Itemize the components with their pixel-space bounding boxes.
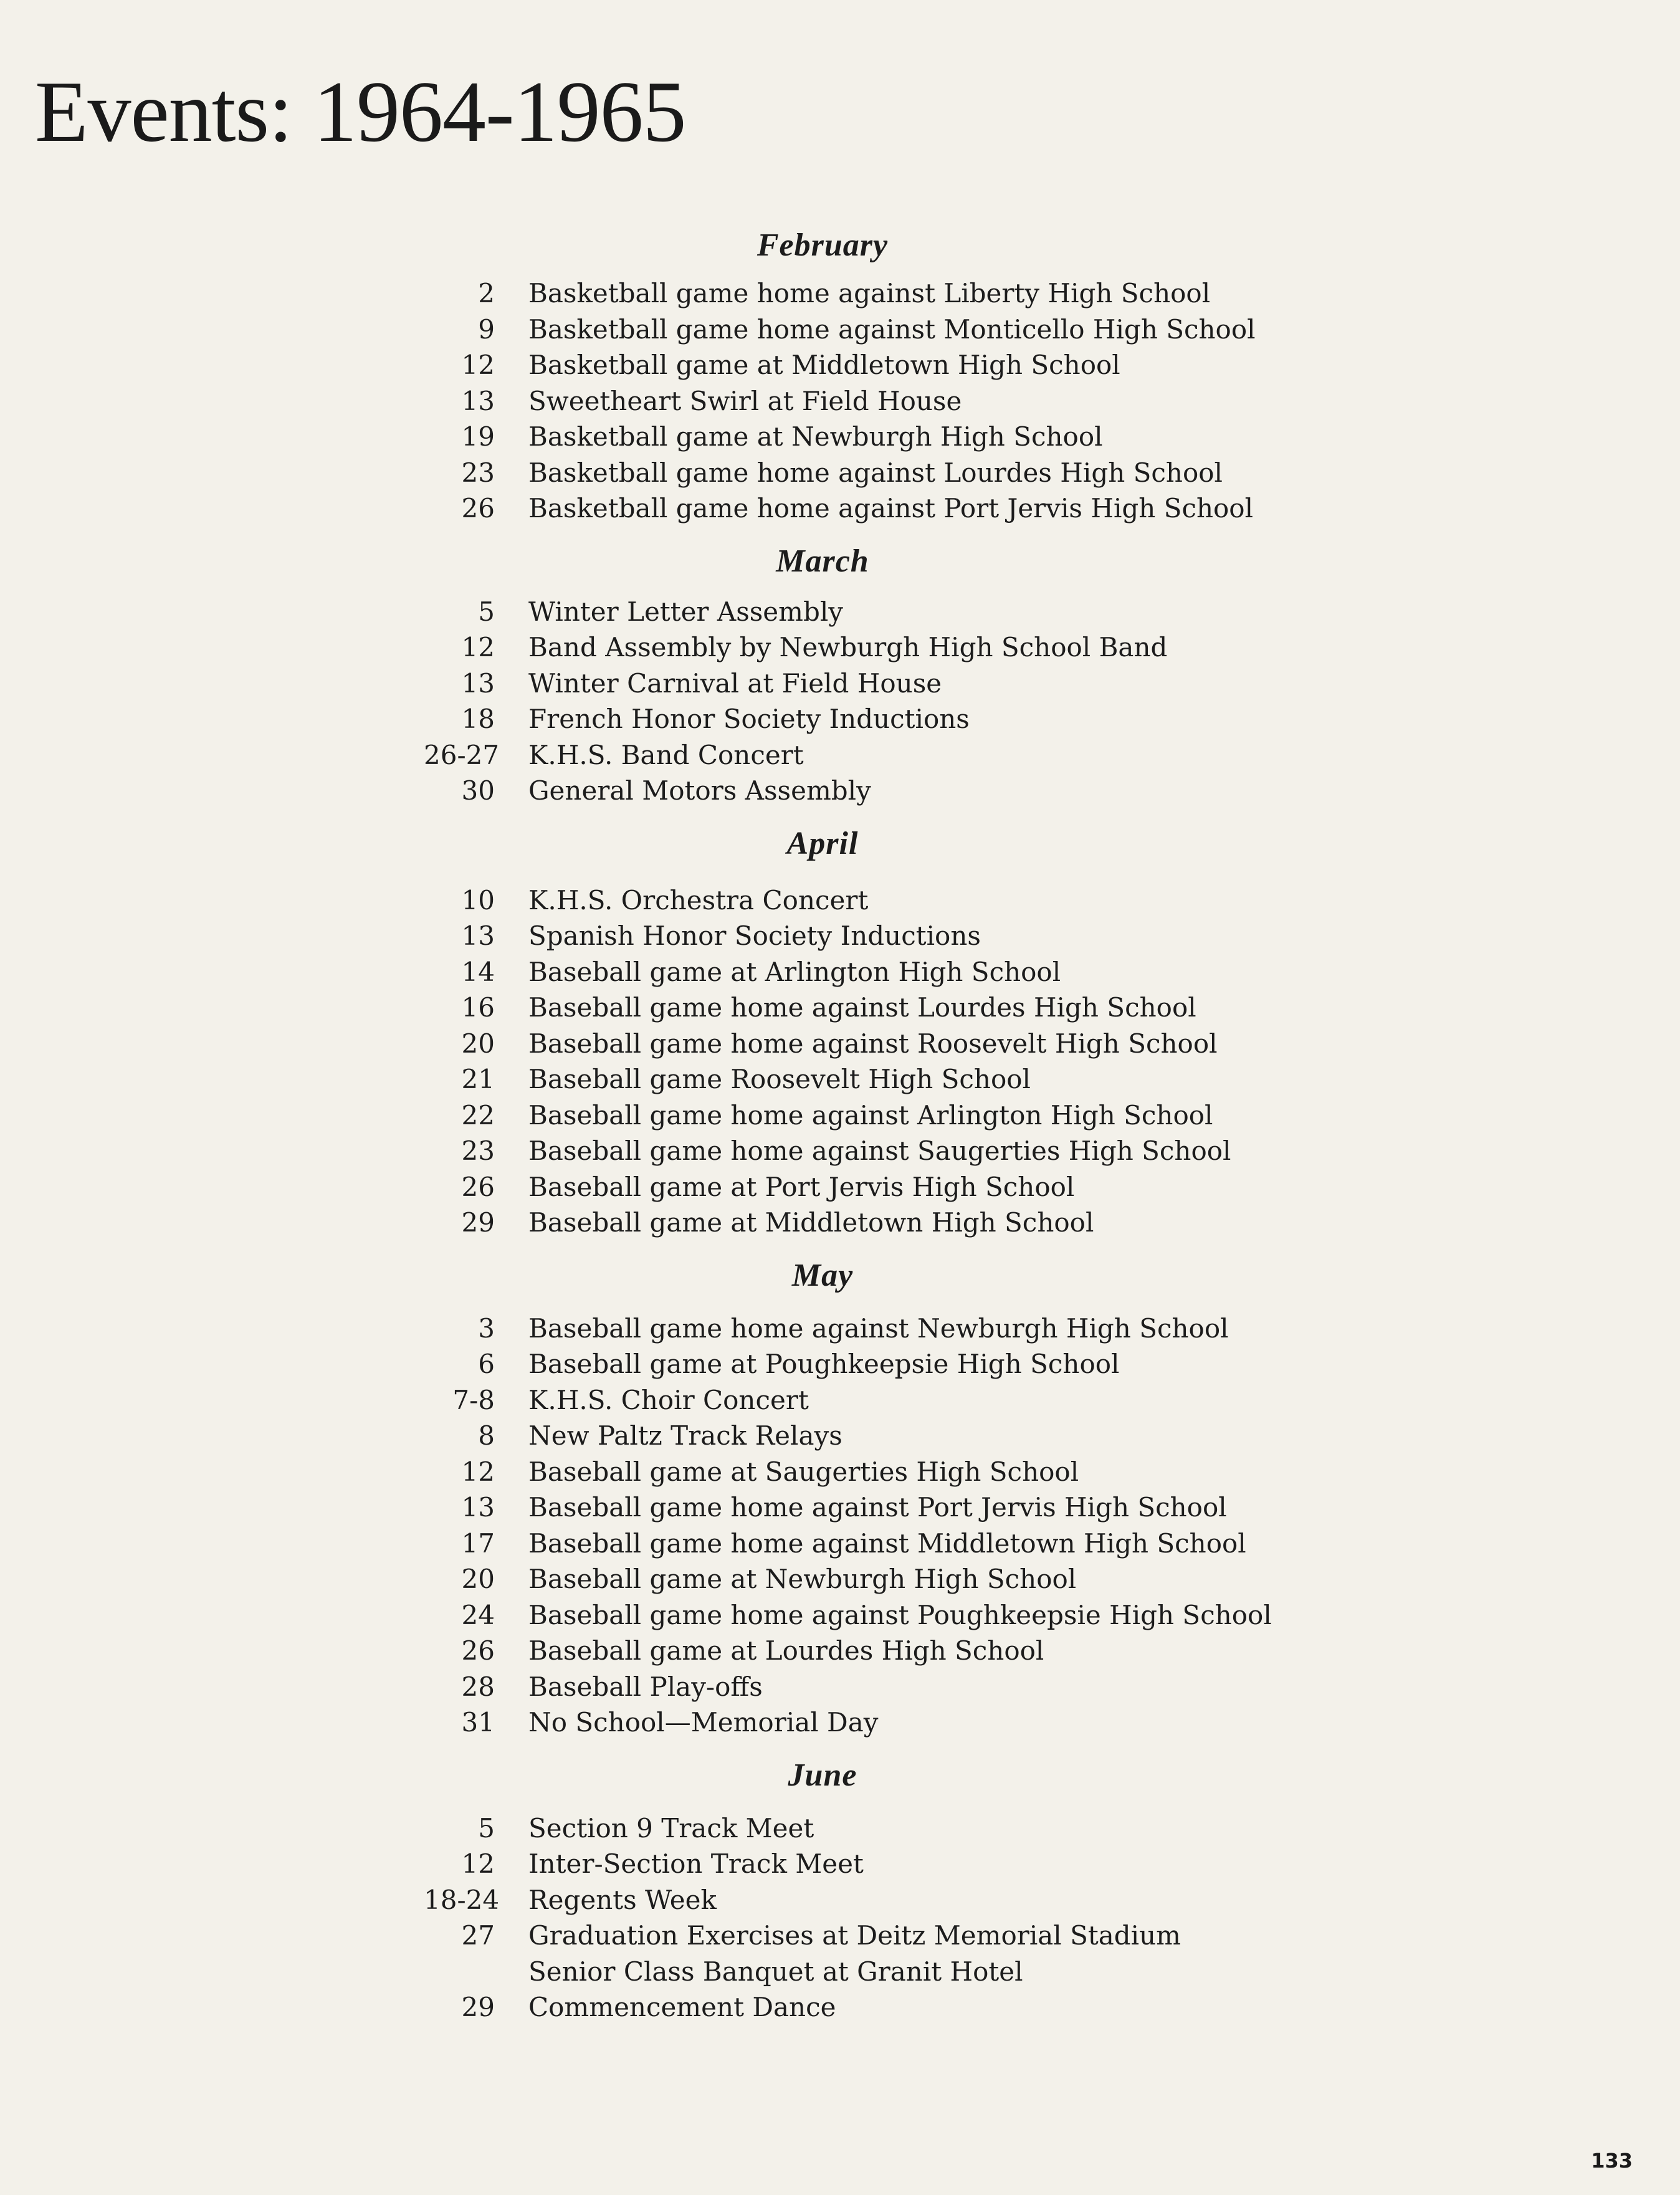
event-row [424, 455, 1296, 491]
event-date: 31 [461, 1707, 495, 1738]
event-date: 20 [461, 1564, 495, 1594]
event-row [424, 1810, 1296, 1847]
event-description: Basketball game home against Liberty High School [528, 278, 1211, 308]
event-row [424, 1526, 1296, 1562]
event-description: Baseball game home against Saugerties High School [528, 1136, 1231, 1166]
event-description: General Motors Assembly [528, 775, 871, 806]
event-description: Basketball game home against Port Jervis High School [528, 493, 1254, 524]
event-description: K.H.S. Band Concert [528, 739, 804, 770]
event-description: Winter Letter Assembly [528, 596, 844, 627]
event-description: Baseball game at Saugerties High School [528, 1456, 1079, 1487]
event-date: 29 [461, 1207, 495, 1238]
event-description: Baseball game home against Roosevelt High School [528, 1028, 1218, 1059]
event-date: 19 [461, 421, 495, 452]
event-description: Baseball game home against Poughkeepsie High School [528, 1599, 1272, 1630]
event-date: 14 [461, 956, 495, 987]
event-date: 30 [461, 775, 495, 806]
event-description: Section 9 Track Meet [528, 1812, 814, 1844]
event-description: Basketball game at Newburgh High School [528, 421, 1103, 452]
event-description: Regents Week [528, 1884, 717, 1915]
event-date: 16 [461, 992, 495, 1023]
event-description: Basketball game home against Monticello High School [528, 313, 1256, 345]
event-description: Baseball game Roosevelt High School [528, 1064, 1031, 1094]
event-date: 28 [461, 1671, 495, 1702]
event-description: Baseball game at Poughkeepsie High School [528, 1349, 1120, 1379]
event-row [424, 701, 1296, 737]
event-row [424, 1597, 1296, 1633]
event-list [424, 594, 1296, 809]
event-row [424, 1490, 1296, 1526]
event-date: 2 [478, 278, 495, 308]
event-row [424, 1311, 1296, 1347]
event-description: New Paltz Track Relays [528, 1420, 842, 1451]
event-row [424, 419, 1296, 455]
event-date: 12 [461, 1456, 495, 1487]
event-description: Senior Class Banquet at Granit Hotel [528, 1956, 1023, 1987]
event-description: French Honor Society Inductions [528, 704, 970, 734]
event-row [424, 1846, 1296, 1882]
event-description: Winter Carnival at Field House [528, 667, 942, 699]
event-date: 13 [461, 667, 495, 699]
events-list [424, 229, 1296, 2025]
event-row [424, 1633, 1296, 1669]
event-date: 24 [461, 1599, 495, 1630]
event-description: Baseball game at Middletown High School [528, 1207, 1094, 1238]
event-row [424, 629, 1296, 666]
event-row [424, 1061, 1296, 1098]
event-date: 18 [461, 704, 495, 734]
event-row [424, 275, 1296, 312]
event-date: 18-24 [424, 1884, 500, 1915]
event-description: Band Assembly by Newburgh High School Band [528, 632, 1168, 662]
page-title: Events: 1964-1965 [35, 64, 686, 160]
month-heading: March [776, 543, 869, 579]
event-date: 5 [478, 1812, 495, 1844]
event-date: 23 [461, 457, 495, 488]
month-april [424, 825, 1296, 1241]
event-row [424, 882, 1296, 919]
event-row [424, 347, 1296, 383]
event-date: 13 [461, 1492, 495, 1523]
event-date: 7-8 [452, 1384, 495, 1415]
page-number: 133 [1591, 2149, 1633, 2173]
event-row [424, 1882, 1296, 1918]
event-date: 6 [478, 1349, 495, 1379]
event-list [424, 882, 1296, 1241]
event-row [424, 773, 1296, 809]
event-description: Baseball game at Lourdes High School [528, 1635, 1044, 1666]
month-heading: May [791, 1257, 854, 1293]
month-february [424, 229, 1296, 527]
event-row [424, 737, 1296, 773]
event-row [424, 666, 1296, 702]
event-date: 27 [461, 1920, 495, 1951]
event-description: Baseball game home against Newburgh High School [528, 1313, 1229, 1344]
event-description: Baseball game home against Port Jervis High School [528, 1492, 1227, 1523]
event-description: Basketball game home against Lourdes High School [528, 457, 1223, 488]
event-date: 22 [461, 1099, 495, 1131]
event-row [424, 1705, 1296, 1741]
event-row [424, 1169, 1296, 1205]
event-row [424, 1669, 1296, 1705]
event-row [424, 490, 1296, 527]
event-row [424, 1346, 1296, 1382]
event-date: 9 [478, 313, 495, 345]
event-row [424, 1561, 1296, 1597]
event-row [424, 1989, 1296, 2025]
event-row [424, 1954, 1296, 1990]
event-description: Baseball game home against Middletown High School [528, 1528, 1246, 1559]
event-list [424, 1311, 1296, 1741]
event-description: Graduation Exercises at Deitz Memorial Stadium [528, 1920, 1181, 1951]
month-june [424, 1759, 1296, 2025]
event-description: Commencement Dance [528, 1992, 836, 2022]
event-row [424, 990, 1296, 1026]
event-description: Basketball game at Middletown High School [528, 350, 1120, 380]
event-date: 26-27 [424, 739, 500, 770]
event-row [424, 312, 1296, 348]
event-date: 13 [461, 921, 495, 951]
event-description: Baseball game at Newburgh High School [528, 1564, 1077, 1594]
event-description: Sweetheart Swirl at Field House [528, 385, 962, 416]
event-date: 12 [461, 1848, 495, 1879]
event-date: 8 [478, 1420, 495, 1451]
event-row [424, 1454, 1296, 1490]
event-date: 21 [461, 1064, 495, 1094]
event-date: 13 [461, 385, 495, 416]
event-row [424, 1026, 1296, 1062]
month-march [424, 545, 1296, 809]
event-description: Baseball Play-offs [528, 1671, 763, 1702]
event-date: 26 [461, 493, 495, 524]
event-row [424, 1918, 1296, 1954]
event-row [424, 383, 1296, 419]
event-date: 20 [461, 1028, 495, 1059]
month-heading: April [786, 825, 859, 861]
event-list [424, 275, 1296, 527]
event-date: 17 [461, 1528, 495, 1559]
event-date: 12 [461, 350, 495, 380]
event-date: 23 [461, 1136, 495, 1166]
event-description: Spanish Honor Society Inductions [528, 921, 981, 951]
event-date: 10 [461, 884, 495, 916]
event-row [424, 1205, 1296, 1241]
event-row [424, 954, 1296, 990]
event-row [424, 1382, 1296, 1418]
event-description: Baseball game home against Lourdes High School [528, 992, 1196, 1023]
event-row [424, 918, 1296, 954]
event-list [424, 1810, 1296, 2025]
event-row [424, 594, 1296, 630]
month-heading: June [788, 1757, 857, 1793]
event-date: 26 [461, 1635, 495, 1666]
event-description: K.H.S. Choir Concert [528, 1384, 809, 1415]
event-row [424, 1418, 1296, 1454]
event-row [424, 1098, 1296, 1134]
event-date: 26 [461, 1171, 495, 1202]
event-row [424, 1133, 1296, 1169]
event-description: Inter-Section Track Meet [528, 1848, 864, 1879]
event-description: Baseball game home against Arlington High School [528, 1099, 1213, 1131]
event-description: Baseball game at Arlington High School [528, 956, 1061, 987]
month-heading: February [756, 227, 889, 263]
event-description: K.H.S. Orchestra Concert [528, 884, 869, 916]
event-description: Baseball game at Port Jervis High School [528, 1171, 1075, 1202]
event-date: 12 [461, 632, 495, 662]
event-date: 29 [461, 1992, 495, 2022]
month-may [424, 1257, 1296, 1741]
event-date: 3 [478, 1313, 495, 1344]
event-description: No School—Memorial Day [528, 1707, 879, 1738]
event-date: 5 [478, 596, 495, 627]
